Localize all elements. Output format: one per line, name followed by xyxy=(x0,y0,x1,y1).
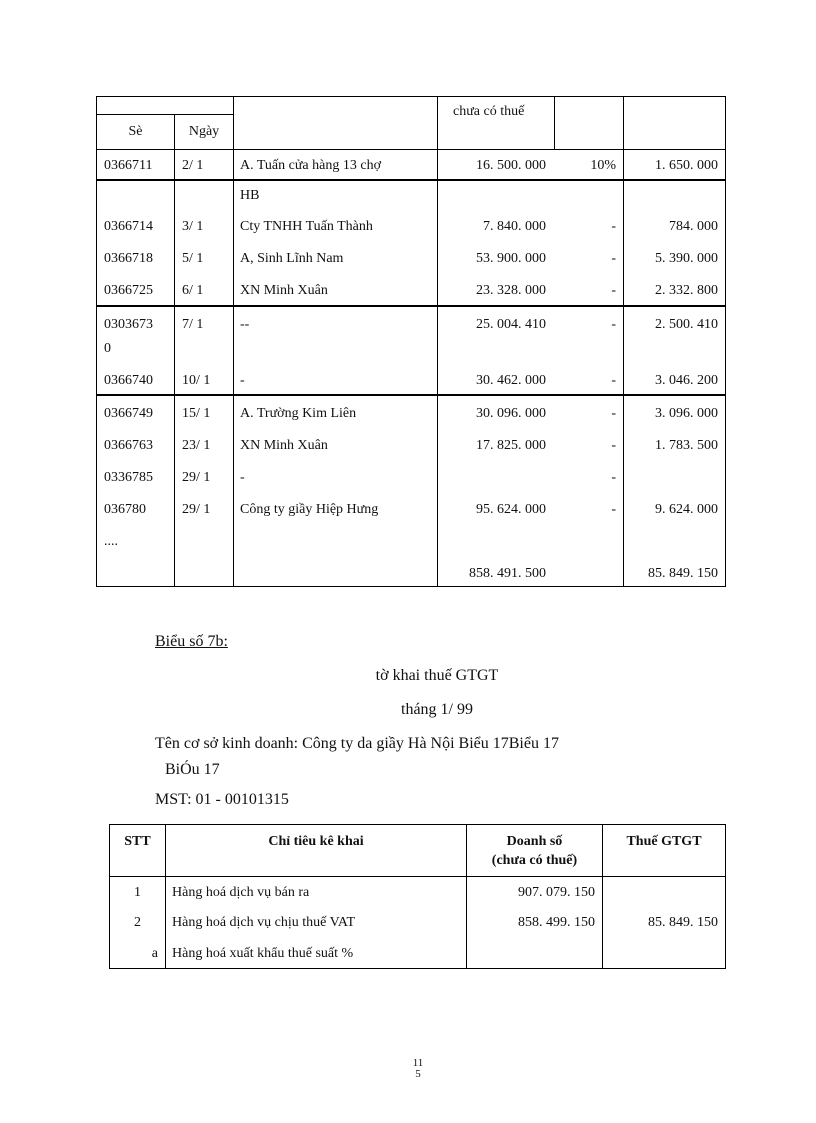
table1-col-divider xyxy=(174,115,175,587)
header-chua-co-thue: chưa có thuế xyxy=(453,104,525,119)
header-stt: STT xyxy=(124,834,151,849)
table2-border-top xyxy=(109,824,726,825)
page-number-bottom: 5 xyxy=(415,1068,421,1080)
total-tax: 85. 849. 150 xyxy=(648,566,718,581)
header-doanh-so: Doanh số xyxy=(506,834,563,849)
header-chi-tieu: Chỉ tiêu kê khai xyxy=(268,834,364,849)
total-amount: 858. 491. 500 xyxy=(469,566,546,581)
header-ngay: Ngày xyxy=(188,124,220,139)
table1-header-divider xyxy=(96,114,234,115)
table2-border-right xyxy=(725,824,726,969)
table1-border-top xyxy=(96,96,726,97)
bieu-so-label: Biểu số 7b: xyxy=(155,633,228,650)
table2-header-bottom xyxy=(109,876,726,877)
table1-group-divider xyxy=(96,179,726,181)
page-number-top: 11 xyxy=(412,1057,424,1069)
table1-header-bottom xyxy=(96,149,726,150)
table1-col-divider xyxy=(554,96,555,149)
table1-border-bottom xyxy=(96,586,726,587)
tax-code: MST: 01 - 00101315 xyxy=(155,791,289,808)
table1-border-left xyxy=(96,96,97,587)
header-so: Sè xyxy=(128,124,143,139)
table1-group-divider xyxy=(96,394,726,396)
header-doanh-so-note: (chưa có thuế) xyxy=(491,853,578,868)
table1-border-right xyxy=(725,96,726,587)
form-title: tờ khai thuế GTGT xyxy=(375,667,499,684)
header-thue-gtgt: Thuế GTGT xyxy=(626,834,702,849)
table1-col-divider xyxy=(233,96,234,587)
table2-border-bottom xyxy=(109,968,726,969)
business-name-continued: BiÓu 17 xyxy=(165,761,220,778)
table1-col-divider xyxy=(437,96,438,587)
business-name: Tên cơ sở kinh doanh: Công ty da giầy Hà Nội Biểu 17Biểu 17 xyxy=(155,735,559,752)
table1-group-divider xyxy=(96,305,726,307)
table1-col-divider xyxy=(623,96,624,587)
form-month: tháng 1/ 99 xyxy=(401,701,473,718)
